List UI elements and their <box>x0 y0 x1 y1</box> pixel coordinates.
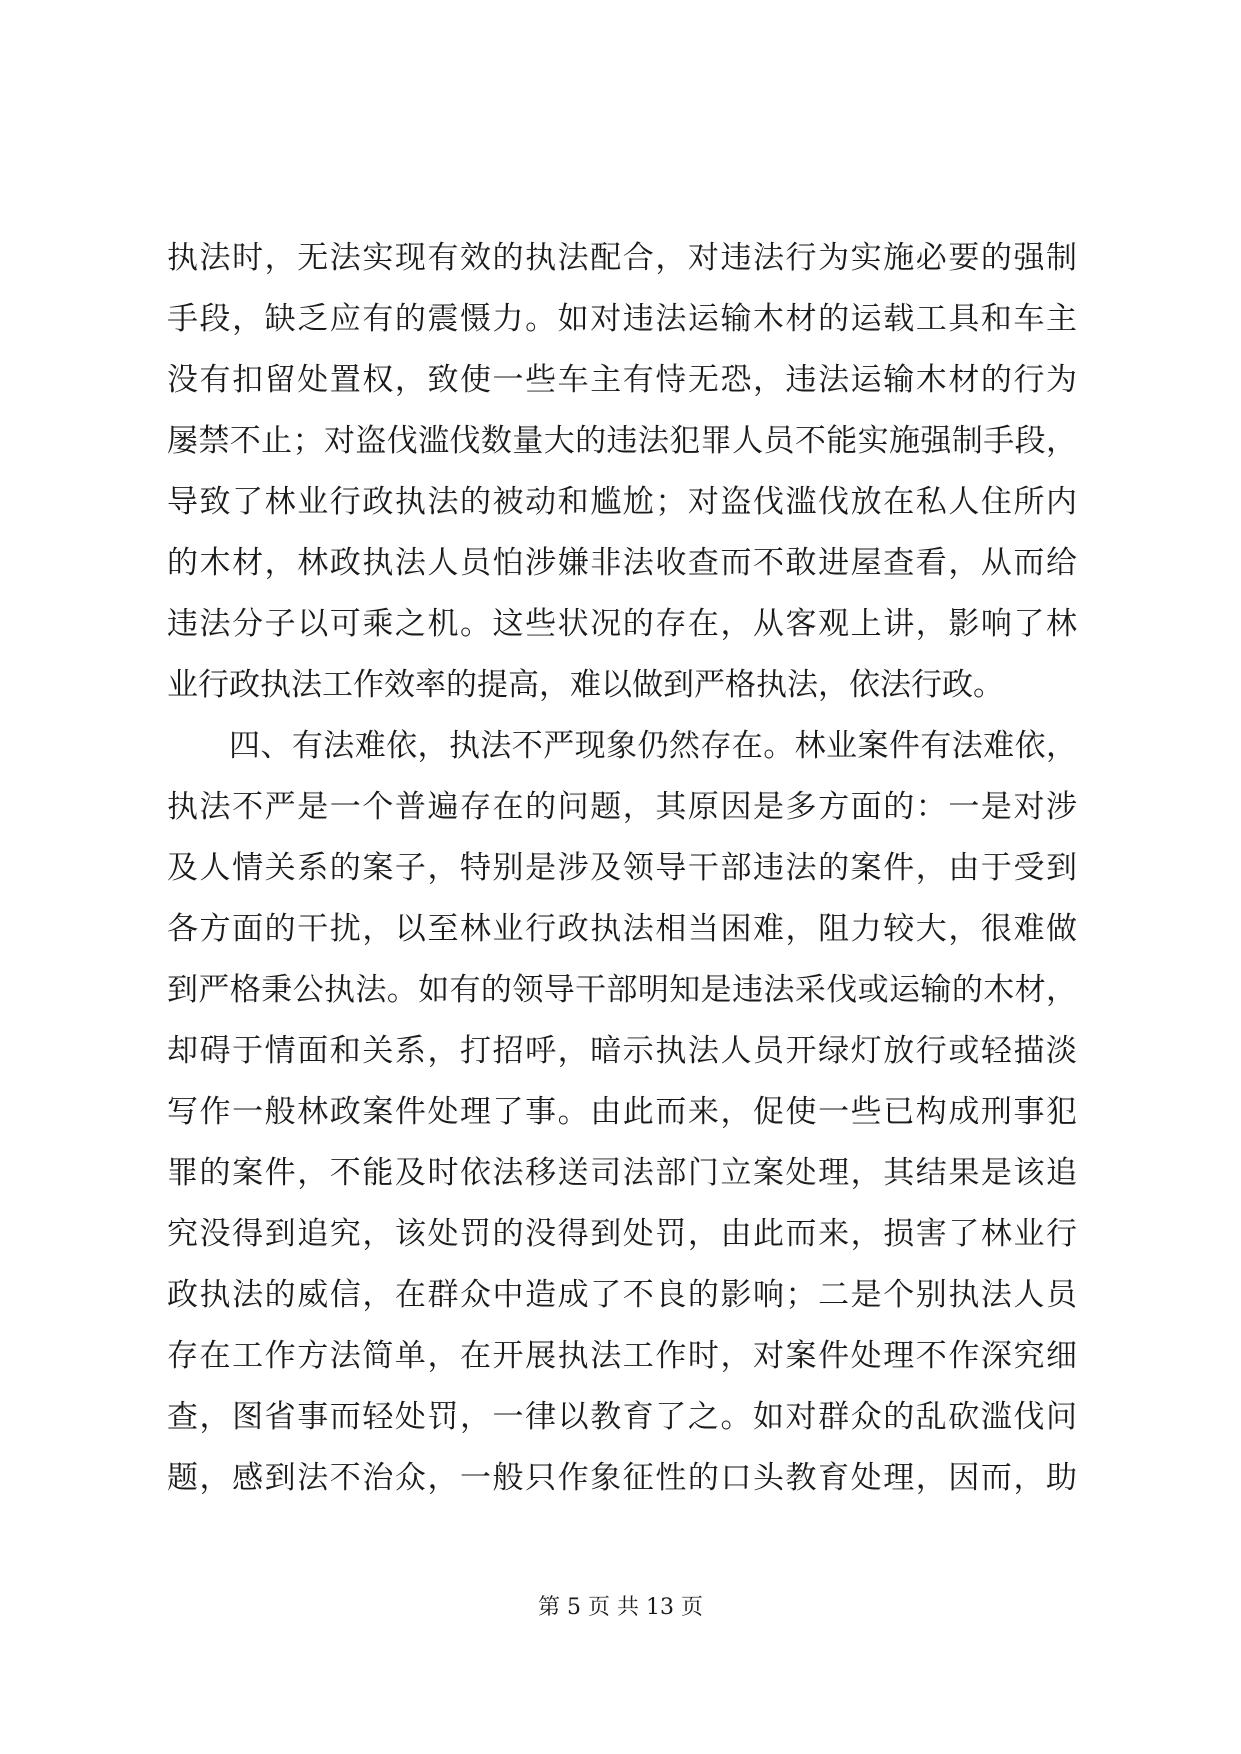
text-line: 到严格秉公执法。如有的领导干部明知是违法采伐或运输的木材， <box>167 972 1077 1008</box>
page-footer <box>0 1590 1241 1621</box>
text-line: 写作一般林政案件处理了事。由此而来，促使一些已构成刑事犯 <box>167 1094 1077 1130</box>
text-line: 的木材，林政执法人员怕涉嫌非法收查而不敢进屋查看，从而给 <box>167 545 1077 581</box>
text-line: 执法时，无法实现有效的执法配合，对违法行为实施必要的强制 <box>167 240 1077 276</box>
text-line: 手段，缺乏应有的震慑力。如对违法运输木材的运载工具和车主 <box>167 301 1077 337</box>
section-heading-line: 四、有法难依，执法不严现象仍然存在。林业案件有法难依， <box>229 728 1077 764</box>
text-line: 查，图省事而轻处罚，一律以教育了之。如对群众的乱砍滥伐问 <box>167 1399 1077 1435</box>
text-line: 各方面的干扰，以至林业行政执法相当困难，阻力较大，很难做 <box>167 911 1077 947</box>
page-number: 第 5 页 共 13 页 <box>538 1595 703 1620</box>
body-text <box>167 228 1077 1509</box>
text-line: 导致了林业行政执法的被动和尴尬；对盗伐滥伐放在私人住所内 <box>167 484 1077 520</box>
text-line: 政执法的威信，在群众中造成了不良的影响；二是个别执法人员 <box>167 1277 1077 1313</box>
text-line: 没有扣留处置权，致使一些车主有恃无恐，违法运输木材的行为 <box>167 362 1077 398</box>
text-line: 存在工作方法简单，在开展执法工作时，对案件处理不作深究细 <box>167 1338 1077 1374</box>
text-line: 违法分子以可乘之机。这些状况的存在，从客观上讲，影响了林 <box>167 606 1077 642</box>
text-line: 罪的案件，不能及时依法移送司法部门立案处理，其结果是该追 <box>167 1155 1077 1191</box>
text-line: 究没得到追究，该处罚的没得到处罚，由此而来，损害了林业行 <box>167 1216 1077 1252</box>
text-line: 业行政执法工作效率的提高，难以做到严格执法，依法行政。 <box>167 667 1004 703</box>
text-line: 屡禁不止；对盗伐滥伐数量大的违法犯罪人员不能实施强制手段， <box>167 423 1077 459</box>
text-line: 题，感到法不治众，一般只作象征性的口头教育处理，因而，助 <box>167 1460 1077 1496</box>
text-line: 却碍于情面和关系，打招呼，暗示执法人员开绿灯放行或轻描淡 <box>167 1033 1077 1069</box>
text-line: 执法不严是一个普遍存在的问题，其原因是多方面的：一是对涉 <box>167 789 1077 825</box>
text-line: 及人情关系的案子，特别是涉及领导干部违法的案件，由于受到 <box>167 850 1077 886</box>
